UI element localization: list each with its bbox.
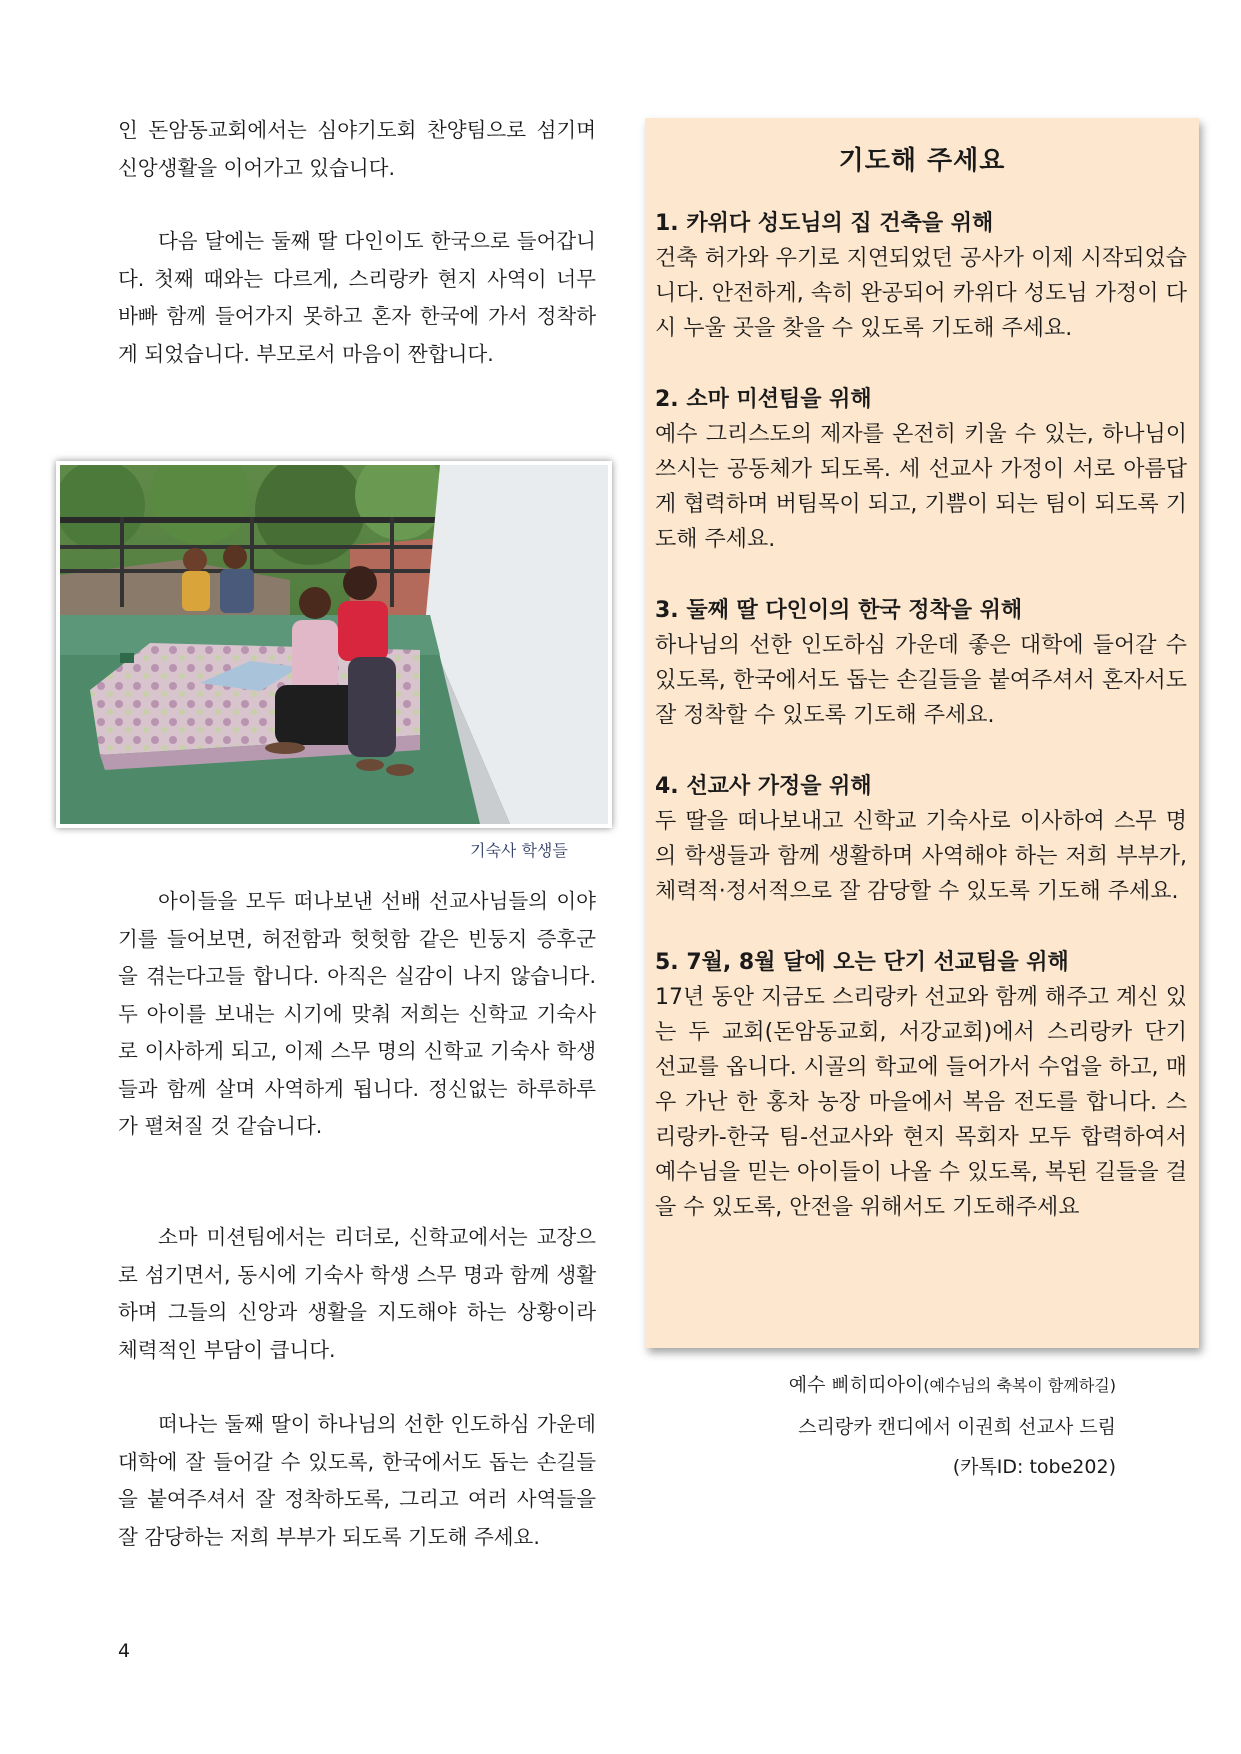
- prayer-item-body: 하나님의 선한 인도하심 가운데 좋은 대학에 들어갈 수 있도록, 한국에서도 돕는 손길들을 붙여주셔서 혼자서도 잘 정착할 수 있도록 기도해 주세요.: [655, 633, 1187, 728]
- kakao-id: (카톡ID: tobe202): [952, 1456, 1116, 1478]
- prayer-item-body: 건축 허가와 우기로 지연되었던 공사가 이제 시작되었습니다. 안전하게, 속히 완공되어 카위다 성도님 가정이 다시 누울 곳을 찾을 수 있도록 기도해 주세요.: [655, 246, 1187, 341]
- request-section: [118, 1406, 596, 1556]
- signature-line-2: 스리랑카 캔디에서 이권희 선교사 드림: [798, 1416, 1116, 1438]
- prayer-item-body: 예수 그리스도의 제자를 온전히 키울 수 있는, 하나님이 쓰시는 공동체가 되도록. 세 선교사 가정이 서로 아름답게 협력하며 버팀목이 되고, 기쁨이 되는 팀이 되도록 기도해 주세요.: [655, 422, 1187, 552]
- prayer-request-box: [645, 118, 1199, 1348]
- empty-nest-section: [118, 883, 596, 1146]
- prayer-list: [655, 206, 1187, 1261]
- burden-section: [118, 1219, 596, 1369]
- prayer-item: [655, 945, 1187, 1225]
- prayer-item: [655, 769, 1187, 909]
- left-column: [118, 112, 596, 373]
- dormitory-students-photo: [56, 461, 612, 828]
- prayer-item: [655, 206, 1187, 346]
- prayer-item-body: 두 딸을 떠나보내고 신학교 기숙사로 이사하여 스무 명의 학생들과 함께 생활하며 사역해야 하는 저희 부부가, 체력적·정서적으로 잘 감당할 수 있도록 기도해 주세요.: [655, 809, 1187, 904]
- prayer-item-heading: 2. 소마 미션팀을 위해: [655, 387, 872, 412]
- prayer-item-heading: 3. 둘째 딸 다인이의 한국 정착을 위해: [655, 598, 1023, 623]
- daughter-paragraph: 다음 달에는 둘째 딸 다인이도 한국으로 들어갑니다. 첫째 때와는 다르게, 스리랑카 현지 사역이 너무 바빠 함께 들어가지 못하고 혼자 한국에 가서 정착하게 되었습니다. 부모로서 마음이 짠합니다.: [118, 229, 596, 366]
- photo-image: [60, 465, 608, 824]
- empty-nest-paragraph: 아이들을 모두 떠나보낸 선배 선교사님들의 이야기를 들어보면, 허전함과 헛헛함 같은 빈둥지 증후군을 겪는다고들 합니다. 아직은 실감이 나지 않습니다. 두 아이를 보내는 시기에 맞춰 저희는 신학교 기숙사로 이사하게 되고, 이제 스무 명의 신학교 기숙사 학생들과 함께 살며 사역하게 됩니다. 정신없는 하루하루가 펼쳐질 것 같습니다.: [118, 889, 596, 1138]
- prayer-item-heading: 4. 선교사 가정을 위해: [655, 774, 872, 799]
- signature-blessing: 예수 삐히띠아이: [788, 1374, 924, 1396]
- prayer-item-heading: 1. 카위다 성도님의 집 건축을 위해: [655, 211, 994, 236]
- page-number: 4: [118, 1640, 131, 1662]
- signature-line-1: [789, 1370, 1116, 1397]
- request-paragraph: 떠나는 둘째 딸이 하나님의 선한 인도하심 가운데 대학에 잘 들어갈 수 있도록, 한국에서도 돕는 손길들을 붙여주셔서 잘 정착하도록, 그리고 여러 사역들을 잘 감당하는 저희 부부가 되도록 기도해 주세요.: [118, 1412, 596, 1549]
- photo-caption: 기숙사 학생들: [470, 841, 568, 860]
- prayer-item-heading: 5. 7월, 8월 달에 오는 단기 선교팀을 위해: [655, 950, 1069, 975]
- prayer-item-body: 17년 동안 지금도 스리랑카 선교와 함께 해주고 계신 있는 두 교회(돈암동교회, 서강교회)에서 스리랑카 단기 선교를 옵니다. 시골의 학교에 들어가서 수업을 하고, 매우 가난 한 홍차 농장 마을에서 복음 전도를 합니다. 스리랑카-한국 팀-선교사와 현지 목회자 모두 합력하여서 예수님을 믿는 아이들이 나올 수 있도록, 복된 길들을 걸을 수 있도록, 안전을 위해서도 기도해주세요: [655, 985, 1187, 1220]
- burden-paragraph: 소마 미션팀에서는 리더로, 신학교에서는 교장으로 섬기면서, 동시에 기숙사 학생 스무 명과 함께 생활하며 그들의 신앙과 생활을 지도해야 하는 상황이라 체력적인 부담이 큽니다.: [118, 1225, 596, 1362]
- intro-paragraph: 인 돈암동교회에서는 심야기도회 찬양팀으로 섬기며 신앙생활을 이어가고 있습니다.: [118, 118, 596, 180]
- prayer-item: [655, 382, 1187, 557]
- prayer-item: [655, 593, 1187, 733]
- signature-blessing-meaning: (예수님의 축복이 함께하길): [923, 1376, 1116, 1395]
- prayer-box-title: 기도해 주세요: [838, 146, 1006, 176]
